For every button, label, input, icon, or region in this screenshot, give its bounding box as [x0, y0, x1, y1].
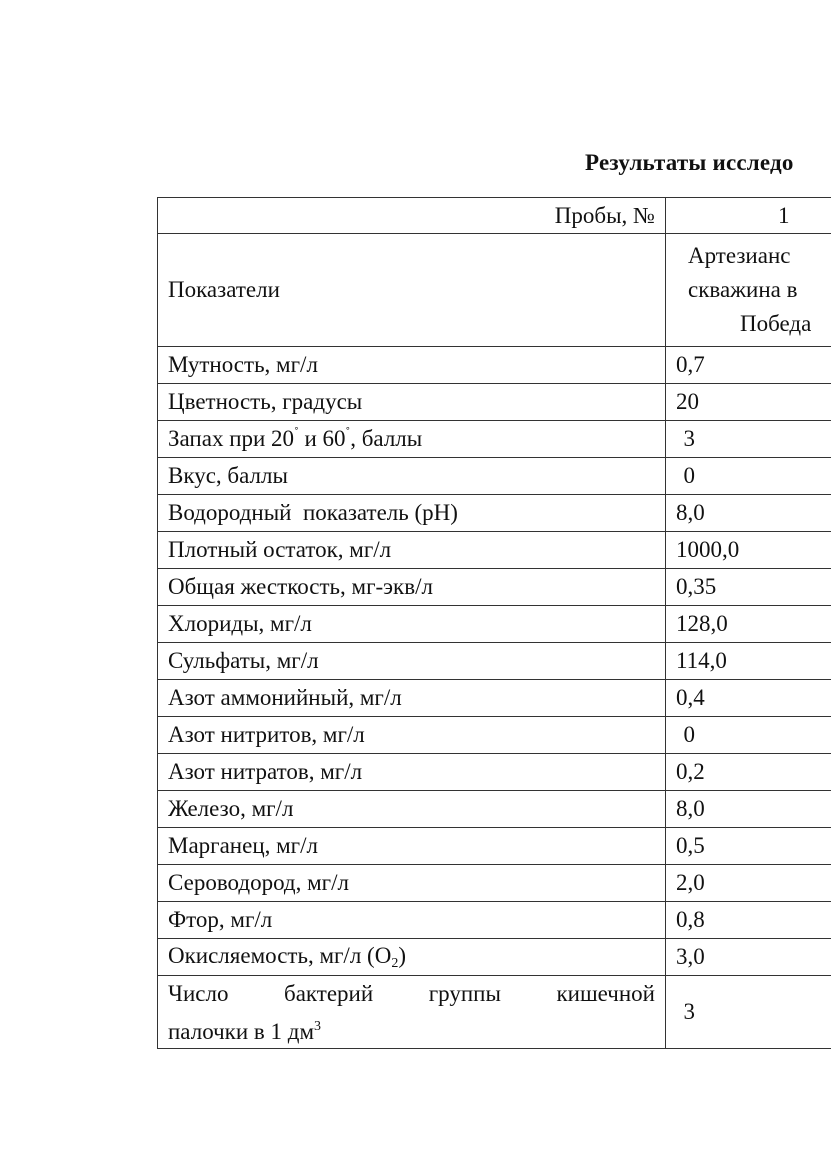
indicator-value: 0,2: [666, 754, 831, 791]
indicator-name: Азот нитритов, мг/л: [158, 717, 666, 754]
indicator-value: 8,0: [666, 791, 831, 828]
indicator-value: 0,8: [666, 902, 831, 939]
table-row: [158, 643, 831, 680]
indicator-value: 128,0: [666, 606, 831, 643]
table-row: [158, 680, 831, 717]
sample-name-line: Победа: [740, 311, 812, 336]
table-row: [158, 458, 831, 495]
table-row: [158, 976, 831, 1049]
table-row: [158, 421, 831, 458]
probes-label: Пробы, №: [158, 198, 666, 234]
indicator-name: Азот аммонийный, мг/л: [158, 680, 666, 717]
table-row: [158, 939, 831, 976]
indicator-name: Хлориды, мг/л: [158, 606, 666, 643]
indicator-value: 3: [666, 421, 831, 458]
table-row: [158, 828, 831, 865]
indicators-label: Показатели: [158, 234, 666, 347]
indicator-value: 1000,0: [666, 532, 831, 569]
table-row: [158, 902, 831, 939]
indicator-value: 0: [666, 458, 831, 495]
indicator-name: Общая жесткость, мг-экв/л: [158, 569, 666, 606]
indicator-name: Сульфаты, мг/л: [158, 643, 666, 680]
table-row: [158, 717, 831, 754]
indicator-value: 20: [666, 384, 831, 421]
indicator-name: Фтор, мг/л: [158, 902, 666, 939]
indicator-value: 0,7: [666, 347, 831, 384]
probe-number: 1: [666, 198, 831, 234]
indicator-name: Водородный показатель (pH): [158, 495, 666, 532]
table-row: [158, 347, 831, 384]
sample-name-line: Артезианс: [688, 243, 791, 268]
indicator-name: Запах при 20˚ и 60˚, баллы: [158, 421, 666, 458]
table-row: [158, 606, 831, 643]
indicator-value: 0,5: [666, 828, 831, 865]
indicator-value: 3: [666, 976, 831, 1049]
results-table: [157, 197, 831, 1049]
indicator-name: Железо, мг/л: [158, 791, 666, 828]
indicator-name: Вкус, баллы: [158, 458, 666, 495]
sample-name-line: скважина в: [688, 277, 798, 302]
indicator-name: Число бактерий группы кишечной палочки в 1 $дм^3$: [158, 976, 666, 1049]
indicator-name: Цветность, градусы: [158, 384, 666, 421]
table-row: [158, 495, 831, 532]
indicator-name: Мутность, мг/л: [158, 347, 666, 384]
indicator-value: 3,0: [666, 939, 831, 976]
table-title: Результаты исследо: [585, 150, 794, 175]
indicator-value: 0,4: [666, 680, 831, 717]
table-row: [158, 532, 831, 569]
indicator-name: Окисляемость, мг/л $(О_2)$: [158, 939, 666, 976]
indicator-name: Азот нитратов, мг/л: [158, 754, 666, 791]
table-row: [158, 791, 831, 828]
indicator-value: 0,35: [666, 569, 831, 606]
sample-name-cell: [666, 234, 831, 347]
indicator-value: 8,0: [666, 495, 831, 532]
table-row: [158, 865, 831, 902]
table-row: [158, 754, 831, 791]
indicator-name: Марганец, мг/л: [158, 828, 666, 865]
table-row: [158, 384, 831, 421]
indicator-name: Сероводород, мг/л: [158, 865, 666, 902]
header-row-indicators: [158, 234, 831, 347]
indicator-value: 114,0: [666, 643, 831, 680]
indicator-value: 0: [666, 717, 831, 754]
indicator-value: 2,0: [666, 865, 831, 902]
header-row-probes: [158, 198, 831, 234]
indicator-name: Плотный остаток, мг/л: [158, 532, 666, 569]
table-row: [158, 569, 831, 606]
